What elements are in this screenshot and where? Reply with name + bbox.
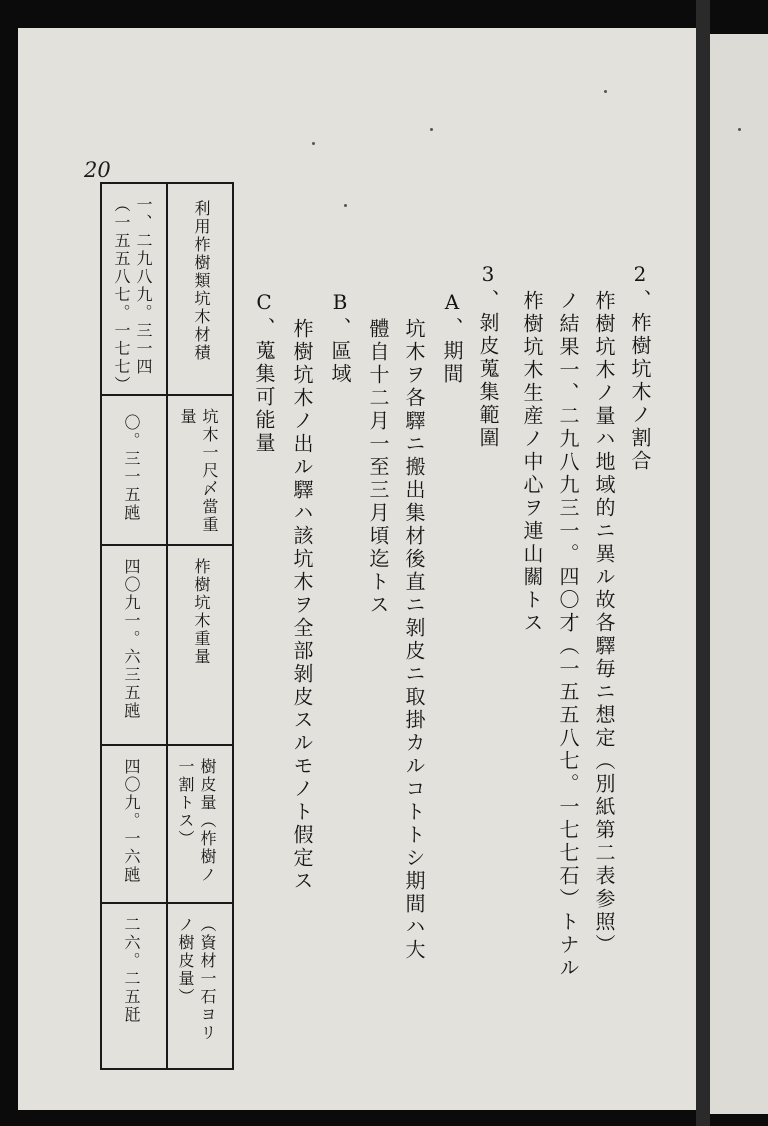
- table-header-bark-amount: 樹皮量（柞樹ノ一割トス）: [176, 758, 217, 884]
- table-value-bark-amount: 四〇九。一六瓲: [122, 758, 141, 884]
- section-2-body-line-2: ノ結果一、二九八九三一。四〇才（一五五八七。一七七石）トナル: [556, 290, 580, 980]
- table-value-timber-volume: 一、二九八九。三一四（一五五八七。一七七）: [112, 196, 153, 394]
- table-value-bark-per-koku: 二六。二五瓩: [122, 916, 141, 1024]
- table-column-divider: [166, 184, 168, 1068]
- page-number: 20: [84, 158, 111, 182]
- item-a-body-line-2: 體自十二月一至三月頃迄トス: [366, 318, 390, 617]
- book-spine: [696, 0, 710, 1126]
- table-row-divider: [102, 744, 232, 746]
- table-value-weight-per-shaku: 〇。三一五瓲: [122, 414, 141, 522]
- table-row-divider: [102, 544, 232, 546]
- section-2-heading: 2、柞樹坑木ノ割合: [628, 262, 652, 473]
- item-a-body-line-1: 坑木ヲ各驛ニ搬出集材後直ニ剝皮ニ取掛カルコトトシ期間ハ大: [402, 318, 426, 962]
- section-2-body-line-3: 柞樹坑木生産ノ中心ヲ連山關トス: [520, 290, 544, 635]
- table-header-weight-per-shaku: 坑木一尺〆當重量: [178, 408, 219, 534]
- item-c-heading: C、蒐集可能量: [252, 290, 276, 455]
- item-b-body-line-1: 柞樹坑木ノ出ル驛ハ該坑木ヲ全部剝皮スルモノト假定ス: [290, 318, 314, 893]
- facing-page-edge: [710, 34, 768, 1114]
- paper-speck: [430, 128, 433, 131]
- item-a-heading: A、期間: [440, 290, 464, 386]
- data-table: [100, 182, 234, 1070]
- table-row-divider: [102, 394, 232, 396]
- table-header-bark-per-koku: （資材一石ヨリノ樹皮量）: [176, 916, 217, 1042]
- paper-speck: [344, 204, 347, 207]
- paper-speck: [312, 142, 315, 145]
- table-value-tussah-timber-weight: 四〇九一。六三五瓲: [122, 558, 141, 720]
- section-2-body-line-1: 柞樹坑木ノ量ハ地域的ニ異ル故各驛毎ニ想定（別紙第二表参照）: [592, 290, 616, 957]
- table-header-tussah-timber-weight: 柞樹坑木重量: [192, 558, 211, 666]
- paper-speck: [604, 90, 607, 93]
- item-b-heading: B、區域: [328, 290, 352, 386]
- paper-speck: [738, 128, 741, 131]
- table-header-timber-volume: 利用柞樹類坑木材積: [192, 200, 211, 362]
- section-3-heading: 3、剝皮蒐集範圍: [476, 262, 500, 450]
- table-row-divider: [102, 902, 232, 904]
